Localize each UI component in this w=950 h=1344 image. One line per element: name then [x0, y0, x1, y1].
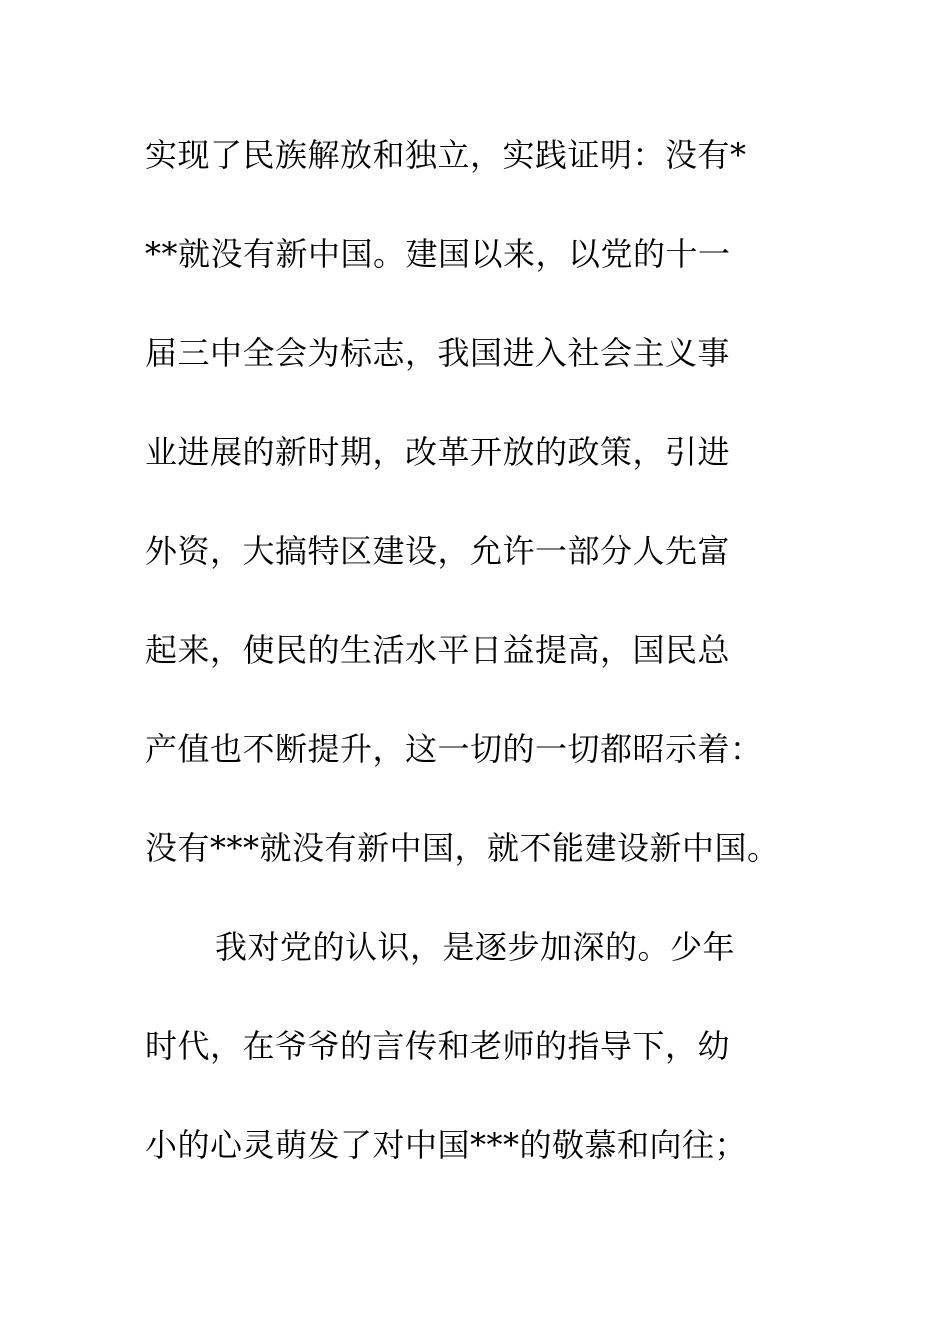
- text-line: 没有***就没有新中国，就不能建设新中国。: [145, 829, 780, 867]
- text-line: 业进展的新时期，改革开放的政策，引进: [145, 433, 731, 471]
- text-line: 届三中全会为标志，我国进入社会主义事: [145, 334, 731, 372]
- text-line: 产值也不断提升，这一切的一切都昭示着：: [145, 730, 763, 768]
- body-text: [145, 128, 825, 1217]
- text-line: 时代，在爷爷的言传和老师的指导下，幼: [145, 1027, 731, 1065]
- text-line: 起来，使民的生活水平日益提高，国民总: [145, 631, 731, 669]
- paragraph-first-line: 我对党的认识，是逐步加深的。少年: [215, 928, 736, 966]
- text-line: 实现了民族解放和独立，实践证明：没有*: [145, 136, 747, 174]
- text-line: 小的心灵萌发了对中国***的敬慕和向往；: [145, 1126, 748, 1164]
- text-line: **就没有新中国。建国以来，以党的十一: [145, 235, 731, 273]
- text-line: 外资，大搞特区建设，允许一部分人先富: [145, 532, 731, 570]
